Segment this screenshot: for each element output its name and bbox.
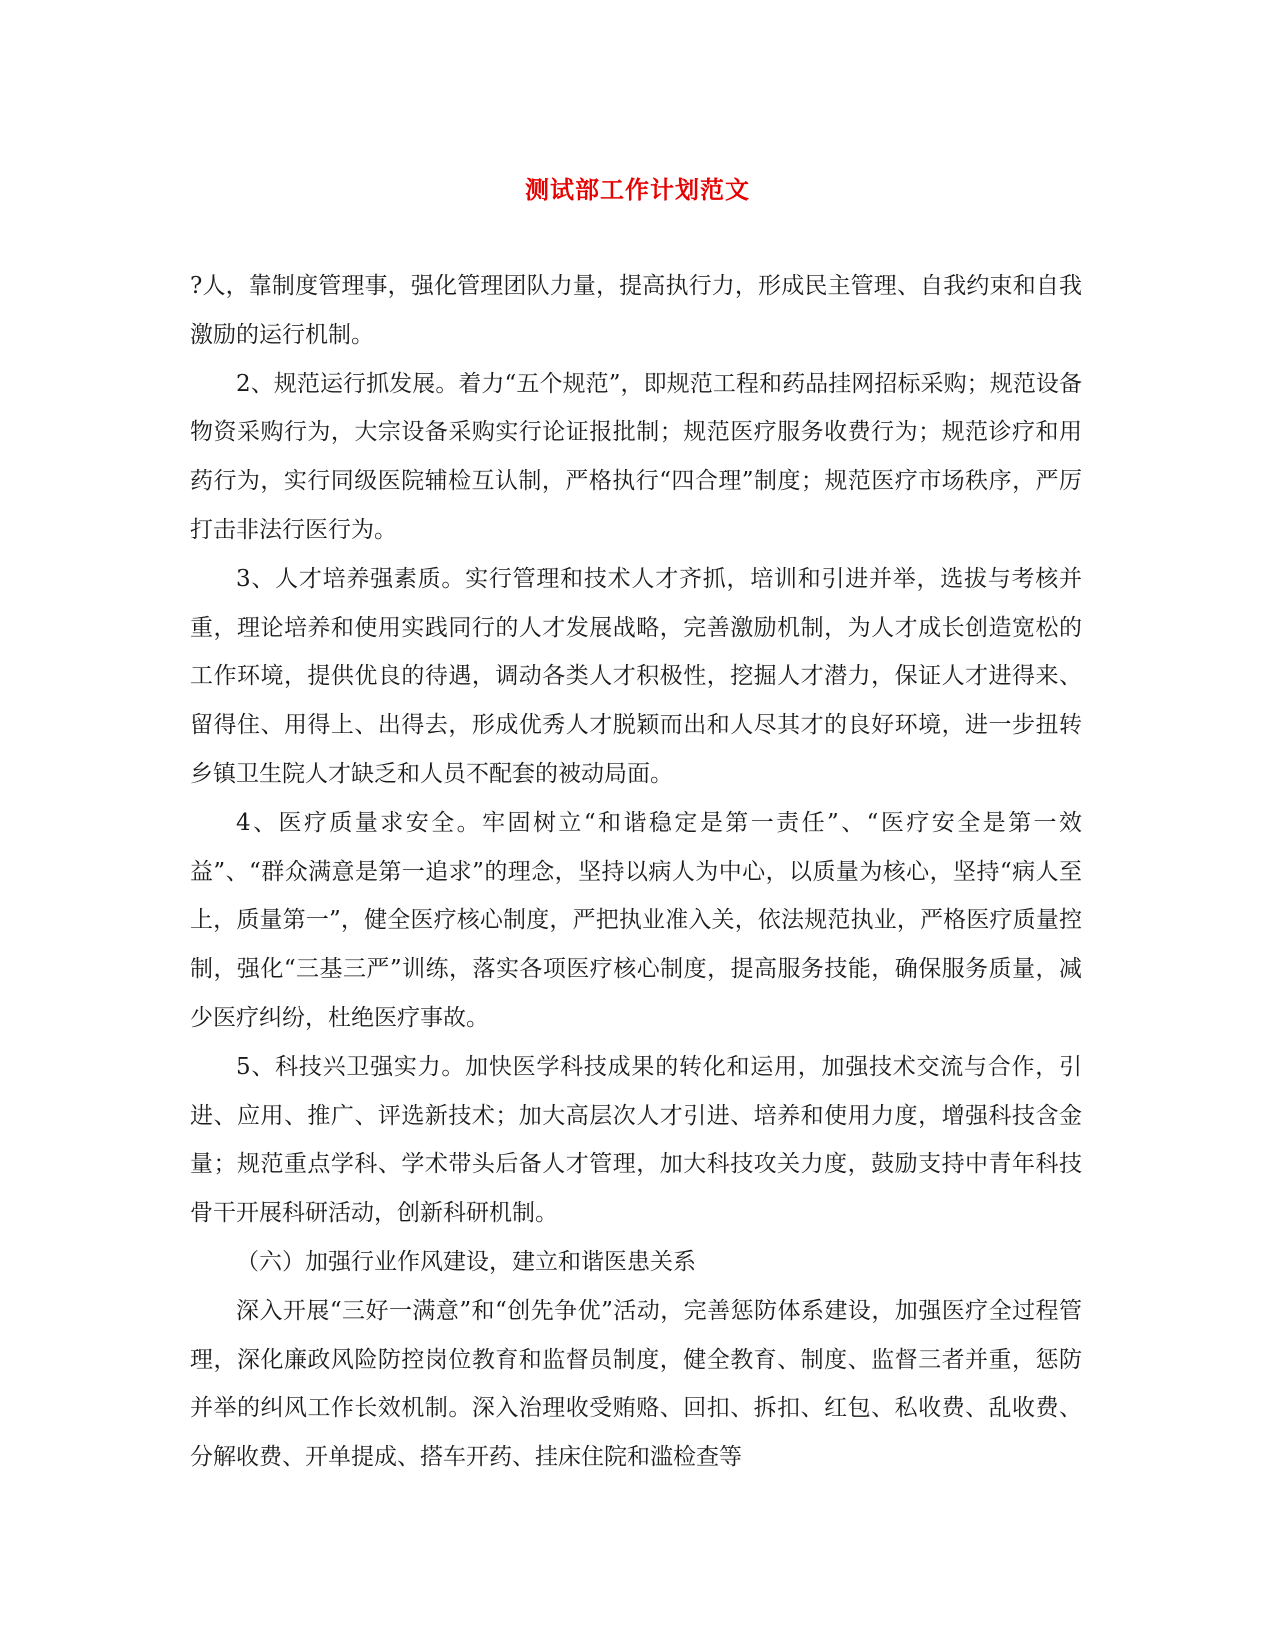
paragraph-item-5: 5、科技兴卫强实力。加快医学科技成果的转化和运用，加强技术交流与合作，引进、应用、推广、评选新技术；加大高层次人才引进、培养和使用力度，增强科技含金量；规范重点学科、学术带头后备人才管理，加大科技攻关力度，鼓励支持中青年科技骨干开展科研活动，创新科研机制。 bbox=[190, 1053, 1082, 1227]
paragraph-section-6: 深入开展“三好一满意”和“创先争优”活动，完善惩防体系建设，加强医疗全过程管理，深化廉政风险防控岗位教育和监督员制度，健全教育、制度、监督三者并重，惩防并举的纠风工作长效机制。深入治理收受贿赂、回扣、拆扣、红包、私收费、乱收费、分解收费、开单提成、搭车开药、挂床住院和滥检查等 bbox=[190, 1297, 1082, 1471]
paragraph-item-2: 2、规范运行抓发展。着力“五个规范”，即规范工程和药品挂网招标采购；规范设备物资采购行为，大宗设备采购实行论证报批制；规范医疗服务收费行为；规范诊疗和用药行为，实行同级医院辅检互认制，严格执行“四合理”制度；规范医疗市场秩序，严厉打击非法行医行为。 bbox=[190, 370, 1082, 543]
paragraph-item-3: 3、人才培养强素质。实行管理和技术人才齐抓，培训和引进并举，选拔与考核并重，理论培养和使用实践同行的人才发展战略，完善激励机制，为人才成长创造宽松的工作环境，提供优良的待遇，调动各类人才积极性，挖掘人才潜力，保证人才进得来、留得住、用得上、出得去，形成优秀人才脱颖而出和人尽其才的良好环境，进一步扭转乡镇卫生院人才缺乏和人员不配套的被动局面。 bbox=[190, 565, 1082, 787]
paragraph-intro: ?人，靠制度管理事，强化管理团队力量，提高执行力，形成民主管理、自我约束和自我激励的运行机制。 bbox=[190, 273, 1082, 348]
paragraph-item-4: 4、医疗质量求安全。牢固树立“和谐稳定是第一责任”、“医疗安全是第一效益”、“群众满意是第一追求”的理念，坚持以病人为中心，以质量为核心，坚持“病人至上，质量第一”，健全医疗核心制度，严把执业准入关，依法规范执业，严格医疗质量控制，强化“三基三严”训练，落实各项医疗核心制度，提高服务技能，确保服务质量，减少医疗纠纷，杜绝医疗事故。 bbox=[190, 809, 1082, 1031]
document-title: 测试部工作计划范文 bbox=[525, 175, 750, 204]
section-heading-6: （六）加强行业作风建设，建立和谐医患关系 bbox=[236, 1248, 696, 1275]
document-body bbox=[190, 262, 1082, 1482]
